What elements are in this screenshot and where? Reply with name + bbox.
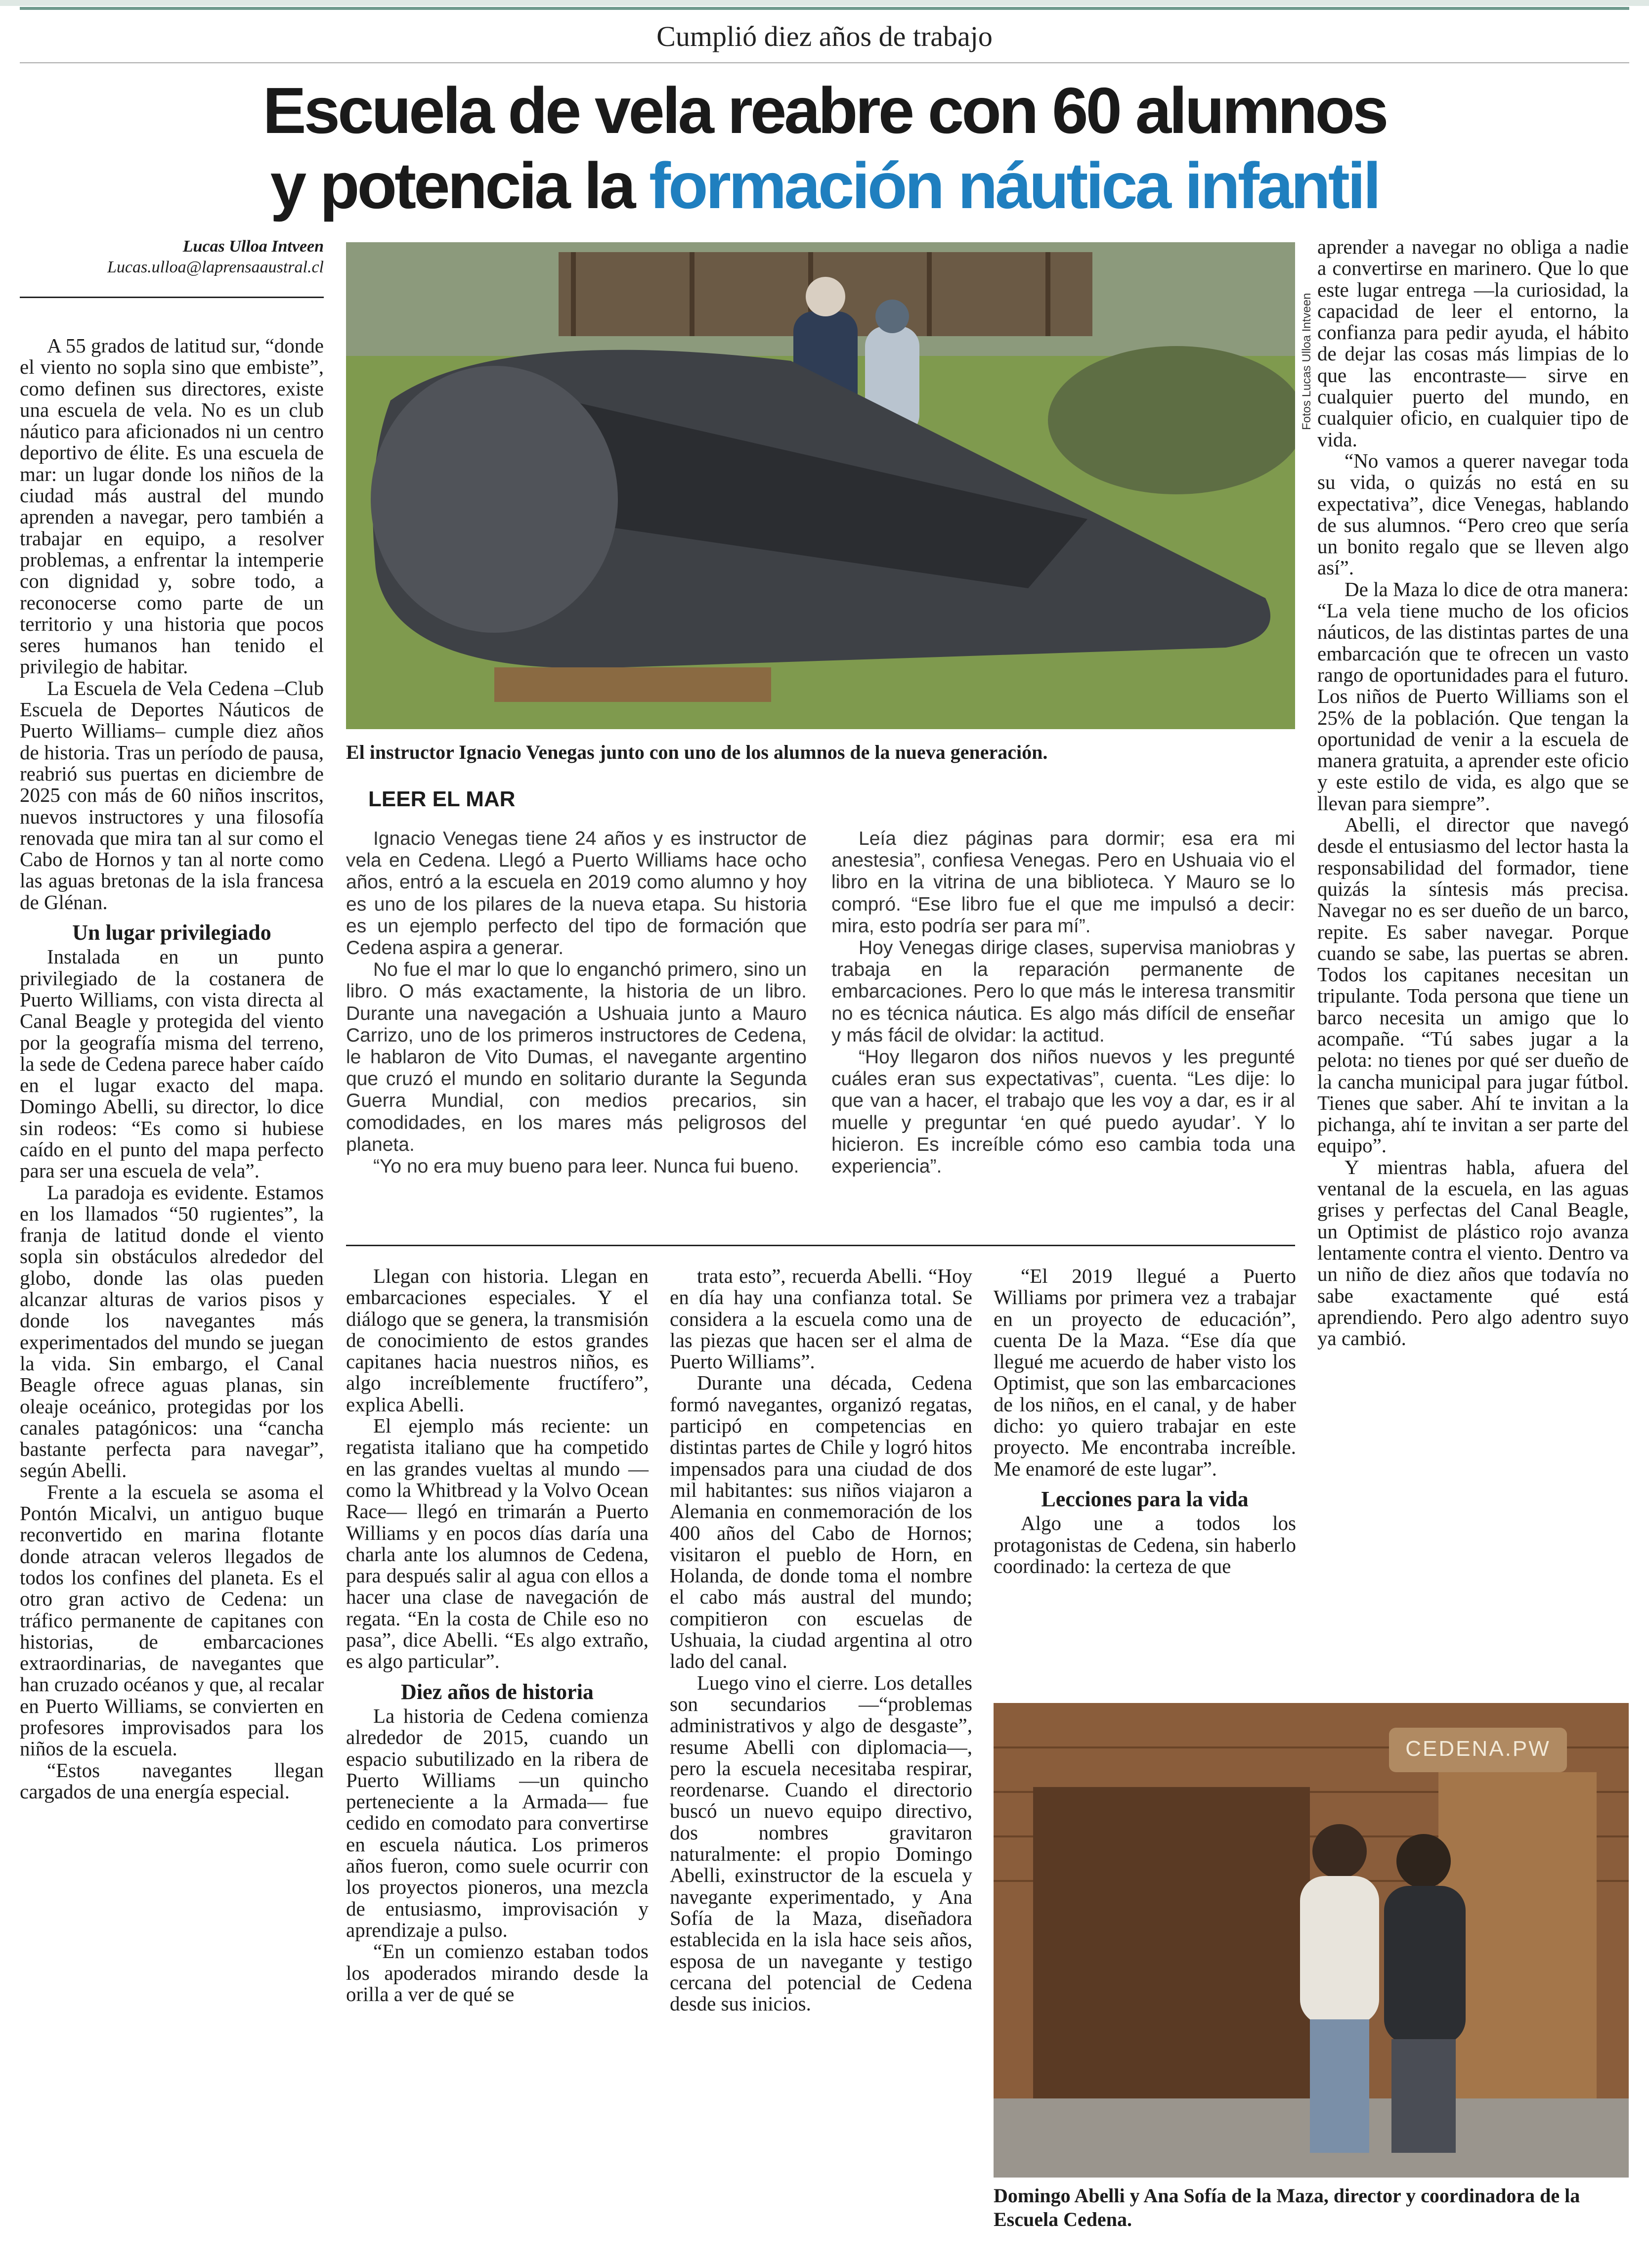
col5-paragraph: aprender a navegar no obliga a nadie a convertirse en marinero. Que lo que este lugar entrega —la curiosidad, la capacidad de leer el entorno, la confianza para pedir ayuda, el hábito de dejar las cosas más limpias de lo que las encontraste— sirve en cualquier puerto del mundo, en cualquier oficio, en cualquier tipo de vida. (1317, 235, 1629, 451)
column-4 (994, 1265, 1296, 1577)
col1-paragraph: “Estos navegantes llegan cargados de una energía especial. (20, 1758, 324, 1803)
photo-directors-caption: Domingo Abelli y Ana Sofía de la Maza, director y coordinadora de la Escuela Cedena. (994, 2184, 1580, 2230)
subhead-lugar-privilegiado: Un lugar privilegiado (72, 920, 271, 945)
column-2 (346, 1265, 649, 2005)
column-5 (1317, 236, 1629, 1349)
directors-photo-illustration (994, 1703, 1629, 2178)
headline (0, 73, 1649, 223)
leer-paragraph: Leía diez páginas para dormir; esa era mi anestesia”, confiesa Venegas. Pero en Ushuaia vio el libro en la vitrina de una biblioteca. Y Mauro se lo compró. “Ese libro fue el que me impulsó a decir: mira, esto podría ser para mí”. (831, 828, 1295, 937)
byline (20, 236, 324, 278)
byline-email: Lucas.ulloa@laprensaaustral.cl (107, 258, 324, 276)
byline-author: Lucas Ulloa Intveen (182, 237, 324, 256)
col4-paragraph: “El 2019 llegué a Puerto Williams por primera vez a trabajar en un proyecto de educación”, cuenta De la Maza. “Ese día que llegué me acuerdo de haber visto los Optimist, que son las embarcaciones de los niños, en el canal, y de haber dicho: yo quiero trabajar en este proyecto. Me encontraba increíble. Me enamoré de este lugar”. (994, 1265, 1296, 1480)
subhead-lecciones: Lecciones para la vida (1041, 1486, 1249, 1511)
col5-paragraph: Abelli, el director que navegó desde el entusiasmo del lector hasta la responsabilidad del formador, tiene quizás la síntesis más precisa. Navegar no es ser dueño de un barco, repite. Es saber navegar. Porque cuando se sabe, las puertas se abren. Todos los capitanes necesitan un tripulante. Toda persona que tiene un barco necesita un amigo que lo acompañe. “Tú sabes jugar a la pelota: no tienes por qué ser dueño de la cancha municipal para jugar fútbol. Tienes que saber. Ahí te invitan a la pichanga, ahí te invitan a ser parte del equipo”. (1317, 813, 1629, 1157)
column-3 (670, 1265, 972, 2014)
col1-paragraph: Frente a la escuela se asoma el Pontón Micalvi, un antiguo buque reconvertido en marina flotante donde atracan veleros llegados de todos los confines del planeta. Es el otro gran activo de Cedena: un tráfico permanente de capitanes con historias, de embarcaciones extraordinarias, de navegantes que han cruzado océanos y que, al recalar en Puerto Williams, se convierten en profesores improvisados para los niños de la escuela. (20, 1480, 324, 1760)
col4-paragraph: Algo une a todos los protagonistas de Cedena, sin haberlo coordinado: la certeza de que (994, 1512, 1296, 1577)
col3-paragraph: trata esto”, recuerda Abelli. “Hoy en día hay una confianza total. Se considera a la escuela como una de las piezas que hacen ser el alma de Puerto Williams”. (670, 1265, 972, 1373)
headline-line-2 (0, 148, 1649, 223)
col2-paragraph: El ejemplo más reciente: un regatista italiano que ha competido en las grandes vueltas al mundo —como la Whitbread y la Volvo Ocean Race— llegó en trimarán a Puerto Williams y en pocos días daría una charla ante los alumnos de Cedena, para después salir al agua con ellos a hacer una clase de navegación de regata. “En la costa de Chile eso no pasa”, dice Abelli. “Es algo extraño, es algo particular”. (346, 1414, 649, 1673)
top-band (0, 0, 1649, 6)
leer-paragraph: Ignacio Venegas tiene 24 años y es instructor de vela en Cedena. Llegó a Puerto Williams hace ocho años, entró a la escuela en 2019 como alumno y hoy es uno de los pilares de la nueva etapa. Su historia es un ejemplo perfecto del tipo de formación que Cedena aspira a generar. (346, 828, 807, 959)
col5-paragraph: Y mientras habla, afuera del ventanal de la escuela, en las aguas grises y perfectas del Canal Beagle, un Optimist de plástico rojo avanza lentamente contra el viento. Dentro va un niño de diez años que todavía no sabe exactamente qué está aprendiendo. Pero algo adentro suyo ya cambió. (1317, 1155, 1629, 1350)
col3-paragraph: Luego vino el cierre. Los detalles son secundarios —“problemas administrativos y algo de desgaste”, resume Abelli con diplomacia—, pero la escuela necesitaba respirar, reordenarse. Cuando el directorio buscó un nuevo equipo directivo, dos nombres gravitaron naturalmente: el propio Domingo Abelli, exinstructor de la escuela y navegante experimentado, y Ana Sofía de la Maza, diseñadora establecida en la isla hace seis años, esposa de un navegante y testigo cercana del potencial de Cedena desde sus inicios. (670, 1671, 972, 2015)
col1-paragraph: La paradoja es evidente. Estamos en los llamados “50 rugientes”, la franja de latitud donde el viento sopla sin obstáculos alrededor del globo, donde las olas pueden alcanzar alturas de varios pisos y donde los navegantes más experimentados del mundo se juegan la vida. Sin embargo, el Canal Beagle ofrece aguas planas, sin oleaje oceánico, protegidas por los canales patagónicos: una “cancha bastante perfecta para navegar”, según Abelli. (20, 1180, 324, 1482)
photo-instructor (346, 242, 1295, 729)
col1-paragraph: La Escuela de Vela Cedena –Club Escuela de Deportes Náuticos de Puerto Williams– cumple diez años de historia. Tras un período de pausa, reabrió sus puertas en diciembre de 2025 con más de 60 niños inscritos, nuevos instructores y una filosofía renovada que mira tan al sur como el Cabo de Hornos y tan al norte como las aguas bretonas de la isla francesa de Glénan. (20, 676, 324, 914)
top-rule (20, 7, 1629, 10)
kicker: Cumplió diez años de trabajo (656, 20, 993, 52)
kicker-rule (20, 62, 1629, 63)
col5-paragraph: “No vamos a querer navegar toda su vida, o quizás no está en su expectativa”, dice Venegas, hablando de sus alumnos. “Pero creo que sería un bonito regalo que se lleven algo así”. (1317, 449, 1629, 579)
leer-paragraph: “Yo no era muy bueno para leer. Nunca fui bueno. (373, 1156, 799, 1178)
leer-column-a (346, 828, 807, 1178)
col2-paragraph: La historia de Cedena comienza alrededor de 2015, cuando un espacio subutilizado en la ribera de Puerto Williams —un quincho perteneciente a la Armada— fue cedido en comodato para convertirse en escuela náutica. Los primeros años fueron, como suele ocurrir con los proyectos pioneros, una mezcla de entusiasmo, improvisación y aprendizaje a pulso. (346, 1704, 649, 1941)
leer-paragraph: Hoy Venegas dirige clases, supervisa maniobras y trabaja en la reparación permanente de embarcaciones. Pero lo que más le interesa transmitir no es técnica náutica. Es algo más difícil de enseñar y más fácil de olvidar: la actitud. (831, 937, 1295, 1046)
headline-line-2-plain: y potencia la (270, 149, 650, 222)
col3-paragraph: Durante una década, Cedena formó navegantes, organizó regatas, participó en competencias en distintas partes de Chile y logró hitos impensados para una ciudad de dos mil habitantes: sus niños viajaron a Alemania en conmemoración de los 400 años del Cabo de Hornos; visitaron el pueblo de Horn, en Holanda, de donde toma el nombre el cabo más austral del mundo; compitieron con escuelas de Ushuaia, la ciudad argentina al otro lado del canal. (670, 1371, 972, 1673)
leer-column-b (831, 828, 1295, 1178)
photo-credit: Fotos Lucas Ulloa Intveen (1300, 293, 1313, 430)
section-title-leer-el-mar: LEER EL MAR (368, 787, 516, 811)
column-1 (20, 335, 324, 1802)
photo-directors (994, 1703, 1629, 2178)
byline-rule (20, 297, 324, 298)
col1-paragraph: Instalada en un punto privilegiado de la costanera de Puerto Williams, con vista directa al Canal Beagle y protegida del viento por la geografía misma del terreno, la sede de Cedena parece haber caído en el lugar exacto del mapa. Domingo Abelli, su director, lo dice sin rodeos: “Es como si hubiese caído en el punto del mapa perfecto para ser una escuela de vela”. (20, 945, 324, 1182)
col2-paragraph: Llegan con historia. Llegan en embarcaciones especiales. Y el diálogo que se genera, la transmisión de conocimiento de estos grandes capitanes hacia nuestros niños, es algo increíblemente fructífero”, explica Abelli. (346, 1265, 649, 1416)
subhead-diez-anos: Diez años de historia (401, 1679, 594, 1704)
cedena-sign: CEDENA.PW (1405, 1737, 1551, 1761)
col5-paragraph: De la Maza lo dice de otra manera: “La vela tiene mucho de los oficios náuticos, de las distintas partes de una embarcación que te ofrecen un vasto rango de oportunidades para el futuro. Los niños de Puerto Williams son el 25% de la población. Que tengan la oportunidad de venir a la escuela de manera gratuita, a aprender este oficio y este estilo de vida, es algo que se llevan para siempre”. (1317, 577, 1629, 815)
headline-accent: formación náutica infantil (649, 149, 1379, 222)
headline-line-1: Escuela de vela reabre con 60 alumnos (262, 74, 1387, 147)
boat-photo-illustration (346, 242, 1295, 729)
col2-paragraph: “En un comienzo estaban todos los apoderados mirando desde la orilla a ver de qué se (346, 1940, 649, 2006)
leer-box-rule (346, 1245, 1295, 1246)
photo-instructor-caption: El instructor Ignacio Venegas junto con uno de los alumnos de la nueva generación. (346, 741, 1048, 763)
col1-paragraph: A 55 grados de latitud sur, “donde el viento no sopla sino que embiste”, como definen sus directores, existe una escuela de vela. No es un club náutico para aficionados ni un centro deportivo de élite. Es una escuela de mar: un lugar donde los niños de la ciudad más austral del mundo aprenden a navegar, pero también a trabajar en equipo, a resolver problemas, a enfrentar la intemperie con dignidad y, sobre todo, a reconocerse como parte de un territorio y una historia que pocos seres humanos han tenido el privilegio de habitar. (20, 334, 324, 678)
leer-paragraph: No fue el mar lo que lo enganchó primero, sino un libro. O más exactamente, la historia de un libro. Durante una navegación a Ushuaia junto a Mauro Carrizo, uno de los primeros instructores de Cedena, le hablaron de Vito Dumas, el navegante argentino que cruzó el mundo en solitario durante la Segunda Guerra Mundial, con medios precarios, sin comodidades, en los mares más peligrosos del planeta. (346, 959, 807, 1155)
leer-paragraph: “Hoy llegaron dos niños nuevos y les pregunté cuáles eran sus expectativas”, cuenta. “Les dije: lo que van a hacer, el trabajo que les voy a dar, es ir al muelle y preguntar ‘en qué puedo ayudar’. Y lo hicieron. Es increíble cómo eso cambia toda una experiencia”. (831, 1047, 1295, 1178)
